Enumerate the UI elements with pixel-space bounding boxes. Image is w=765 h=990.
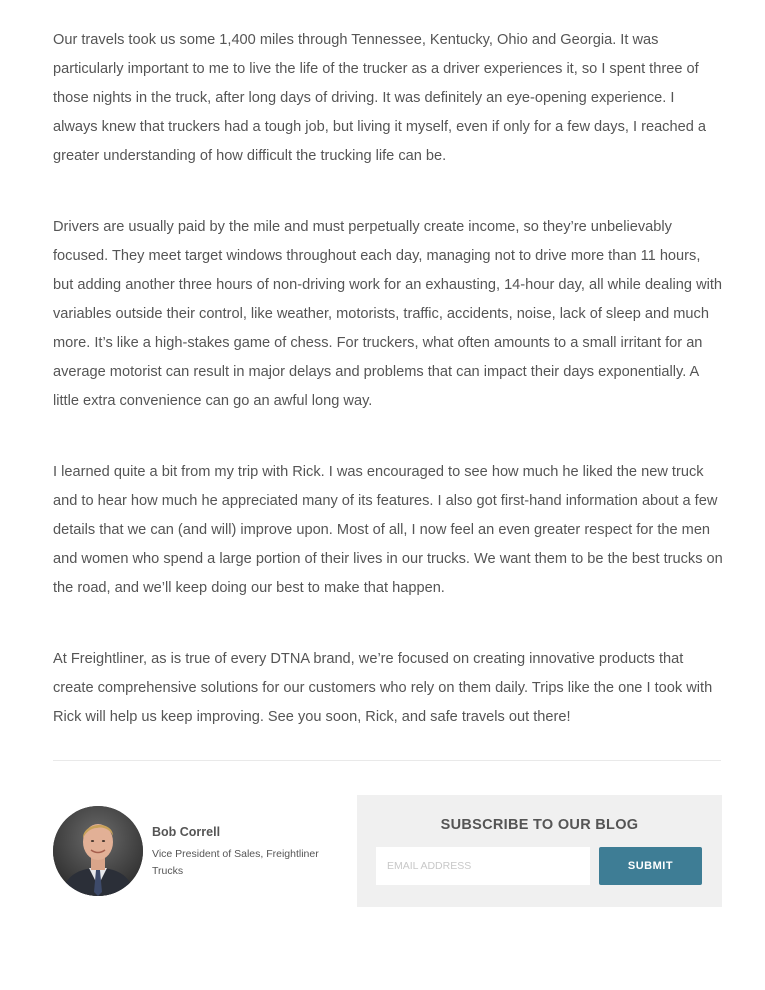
article-paragraph: Our travels took us some 1,400 miles through Tennessee, Kentucky, Ohio and Georgia. It was particularly important to me to live the life of the trucker as a driver experiences it, so I spent three of those nights in the truck, after long days of driving. It was definitely an eye-opening experience. I always knew that truckers had a tough job, but living it myself, even if only for a few days, I reached a greater understanding of how difficult the trucking life can be. [53, 32, 706, 164]
subscribe-heading: SUBSCRIBE TO OUR BLOG [440, 817, 639, 833]
avatar [53, 806, 143, 896]
article-paragraph: Drivers are usually paid by the mile and must perpetually create income, so they’re unbelievably focused. They meet target windows throughout each day, managing not to drive more than 11 hours, but adding another three hours of non-driving work for an exhausting, 14-hour day, all while dealing with variables outside their control, like weather, motorists, traffic, accidents, noise, lack of sleep and much more. It’s like a high-stakes game of chess. For truckers, what often amounts to a small irritant for an average motorist can result in major delays and problems that can impact their days exponentially. A little extra convenience can go an awful long way. [53, 219, 723, 409]
article-body [53, 26, 723, 774]
subscribe-panel [357, 795, 722, 907]
article-paragraph: I learned quite a bit from my trip with Rick. I was encouraged to see how much he liked the new truck and to hear how much he appreciated many of its features. I also got first-hand information about a few details that we can (and will) improve upon. Most of all, I now feel an even greater respect for the men and women who spend a large portion of their lives in our trucks. We want them to be the best trucks on the road, and we’ll keep doing our best to make that happen. [53, 464, 723, 596]
email-field[interactable] [376, 847, 590, 885]
section-divider [53, 760, 721, 761]
author-card [53, 806, 343, 898]
submit-button[interactable]: SUBMIT [599, 847, 702, 885]
article-paragraph: At Freightliner, as is true of every DTNA brand, we’re focused on creating innovative products that create comprehensive solutions for our customers who rely on them daily. Trips like the one I took with Rick will help us keep improving. See you soon, Rick, and safe travels out there! [53, 651, 713, 725]
author-name: Bob Correll [152, 825, 221, 839]
author-title: Vice President of Sales, Freightliner Trucks [152, 848, 319, 877]
person-photo-icon [53, 806, 143, 896]
